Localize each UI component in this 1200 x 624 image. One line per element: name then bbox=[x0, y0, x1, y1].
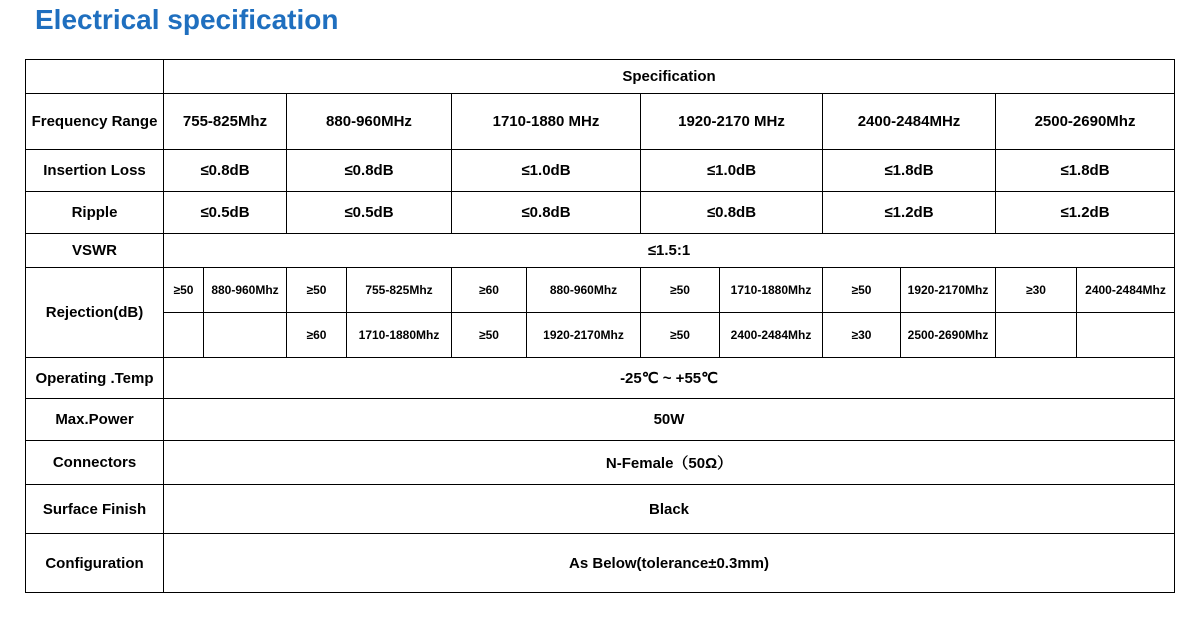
rejection-row-1 bbox=[26, 268, 1175, 313]
configuration-row bbox=[26, 534, 1175, 593]
insertion-loss-value: ≤0.8dB bbox=[287, 150, 452, 192]
spec-table bbox=[25, 59, 1175, 593]
connectors-row bbox=[26, 441, 1175, 485]
insertion-loss-value: ≤1.8dB bbox=[823, 150, 996, 192]
rejection-level: ≥50 bbox=[287, 268, 347, 313]
frequency-label: Frequency Range bbox=[26, 94, 164, 150]
insertion-loss-value: ≤1.0dB bbox=[641, 150, 823, 192]
rejection-row-2 bbox=[26, 313, 1175, 358]
frequency-value: 1710-1880 MHz bbox=[452, 94, 641, 150]
rejection-level: ≥60 bbox=[452, 268, 527, 313]
ripple-value: ≤1.2dB bbox=[996, 192, 1175, 234]
rejection-band: 1920-2170Mhz bbox=[527, 313, 641, 358]
frequency-row bbox=[26, 94, 1175, 150]
ripple-value: ≤1.2dB bbox=[823, 192, 996, 234]
rejection-level: ≥50 bbox=[164, 268, 204, 313]
header-row bbox=[26, 60, 1175, 94]
max-power-label: Max.Power bbox=[26, 399, 164, 441]
connectors-value: N-Female（50Ω） bbox=[164, 441, 1175, 485]
frequency-value: 880-960MHz bbox=[287, 94, 452, 150]
rejection-level: ≥30 bbox=[823, 313, 901, 358]
insertion-loss-value: ≤0.8dB bbox=[164, 150, 287, 192]
ripple-value: ≤0.5dB bbox=[287, 192, 452, 234]
connectors-label: Connectors bbox=[26, 441, 164, 485]
insertion-loss-label: Insertion Loss bbox=[26, 150, 164, 192]
frequency-value: 755-825Mhz bbox=[164, 94, 287, 150]
max-power-value: 50W bbox=[164, 399, 1175, 441]
page-title: Electrical specification bbox=[35, 4, 339, 35]
ripple-value: ≤0.8dB bbox=[452, 192, 641, 234]
ripple-value: ≤0.5dB bbox=[164, 192, 287, 234]
surface-finish-value: Black bbox=[164, 485, 1175, 534]
rejection-level: ≥60 bbox=[287, 313, 347, 358]
insertion-loss-row bbox=[26, 150, 1175, 192]
surface-finish-label: Surface Finish bbox=[26, 485, 164, 534]
rejection-level: ≥50 bbox=[823, 268, 901, 313]
vswr-row bbox=[26, 234, 1175, 268]
specification-header: Specification bbox=[164, 60, 1175, 94]
configuration-value: As Below(tolerance±0.3mm) bbox=[164, 534, 1175, 593]
operating-temp-value: -25℃ ~ +55℃ bbox=[164, 358, 1175, 399]
frequency-value: 2500-2690Mhz bbox=[996, 94, 1175, 150]
operating-temp-row bbox=[26, 358, 1175, 399]
empty-corner-cell bbox=[26, 60, 164, 94]
insertion-loss-value: ≤1.8dB bbox=[996, 150, 1175, 192]
rejection-band bbox=[204, 313, 287, 358]
operating-temp-label: Operating .Temp bbox=[26, 358, 164, 399]
rejection-level: ≥50 bbox=[452, 313, 527, 358]
rejection-level bbox=[996, 313, 1077, 358]
rejection-level bbox=[164, 313, 204, 358]
rejection-band: 1710-1880Mhz bbox=[347, 313, 452, 358]
rejection-band: 2400-2484Mhz bbox=[1077, 268, 1175, 313]
max-power-row bbox=[26, 399, 1175, 441]
rejection-level: ≥50 bbox=[641, 268, 720, 313]
frequency-value: 1920-2170 MHz bbox=[641, 94, 823, 150]
rejection-band: 2400-2484Mhz bbox=[720, 313, 823, 358]
rejection-band: 880-960Mhz bbox=[204, 268, 287, 313]
rejection-level: ≥50 bbox=[641, 313, 720, 358]
rejection-band: 1710-1880Mhz bbox=[720, 268, 823, 313]
vswr-label: VSWR bbox=[26, 234, 164, 268]
rejection-band: 755-825Mhz bbox=[347, 268, 452, 313]
ripple-label: Ripple bbox=[26, 192, 164, 234]
ripple-value: ≤0.8dB bbox=[641, 192, 823, 234]
insertion-loss-value: ≤1.0dB bbox=[452, 150, 641, 192]
rejection-band: 2500-2690Mhz bbox=[901, 313, 996, 358]
ripple-row bbox=[26, 192, 1175, 234]
rejection-band: 1920-2170Mhz bbox=[901, 268, 996, 313]
rejection-label: Rejection(dB) bbox=[26, 268, 164, 358]
surface-finish-row bbox=[26, 485, 1175, 534]
rejection-band: 880-960Mhz bbox=[527, 268, 641, 313]
vswr-value: ≤1.5:1 bbox=[164, 234, 1175, 268]
frequency-value: 2400-2484MHz bbox=[823, 94, 996, 150]
configuration-label: Configuration bbox=[26, 534, 164, 593]
rejection-level: ≥30 bbox=[996, 268, 1077, 313]
rejection-band bbox=[1077, 313, 1175, 358]
